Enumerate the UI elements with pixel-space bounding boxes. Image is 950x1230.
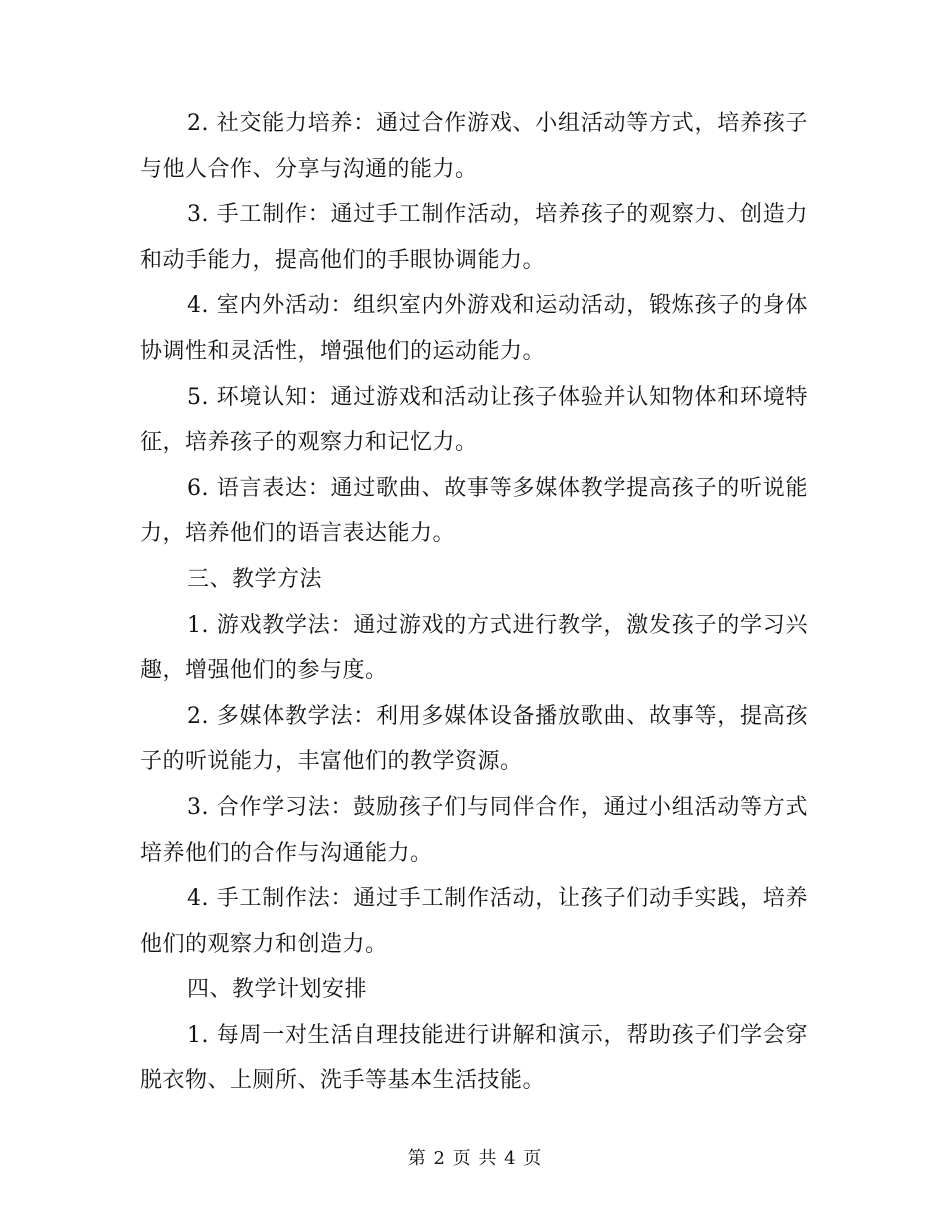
paragraph-handcraft: 3. 手工制作：通过手工制作活动，培养孩子的观察力、创造力和动手能力，提高他们的手眼协调能力。 — [140, 202, 808, 273]
section-heading-schedule: 四、教学计划安排 — [187, 977, 368, 1003]
paragraph-environment: 5. 环境认知：通过游戏和活动让孩子体验并认知物体和环境特征，培养孩子的观察力和记忆力。 — [140, 384, 808, 456]
document-body — [140, 101, 808, 1104]
paragraph-weekly-plan: 1. 每周一对生活自理技能进行讲解和演示，帮助孩子们学会穿脱衣物、上厕所、洗手等基本生活技能。 — [140, 1022, 808, 1094]
paragraph-indoor-outdoor: 4. 室内外活动：组织室内外游戏和运动活动，锻炼孩子的身体协调性和灵活性，增强他们的运动能力。 — [140, 293, 808, 364]
page-number-footer: 第 2 页 共 4 页 — [407, 1148, 543, 1169]
paragraph-multimedia-method: 2. 多媒体教学法：利用多媒体设备播放歌曲、故事等，提高孩子的听说能力，丰富他们的教学资源。 — [140, 703, 808, 775]
paragraph-game-method: 1. 游戏教学法：通过游戏的方式进行教学，激发孩子的学习兴趣，增强他们的参与度。 — [140, 612, 808, 684]
paragraph-handcraft-method: 4. 手工制作法：通过手工制作活动，让孩子们动手实践，培养他们的观察力和创造力。 — [140, 886, 808, 957]
section-heading-methods: 三、教学方法 — [187, 566, 323, 592]
paragraph-social-skills: 2. 社交能力培养：通过合作游戏、小组活动等方式，培养孩子与他人合作、分享与沟通的能力。 — [140, 111, 808, 182]
paragraph-language: 6. 语言表达：通过歌曲、故事等多媒体教学提高孩子的听说能力，培养他们的语言表达能力。 — [140, 475, 808, 547]
paragraph-cooperative-method: 3. 合作学习法：鼓励孩子们与同伴合作，通过小组活动等方式培养他们的合作与沟通能力。 — [140, 794, 808, 866]
